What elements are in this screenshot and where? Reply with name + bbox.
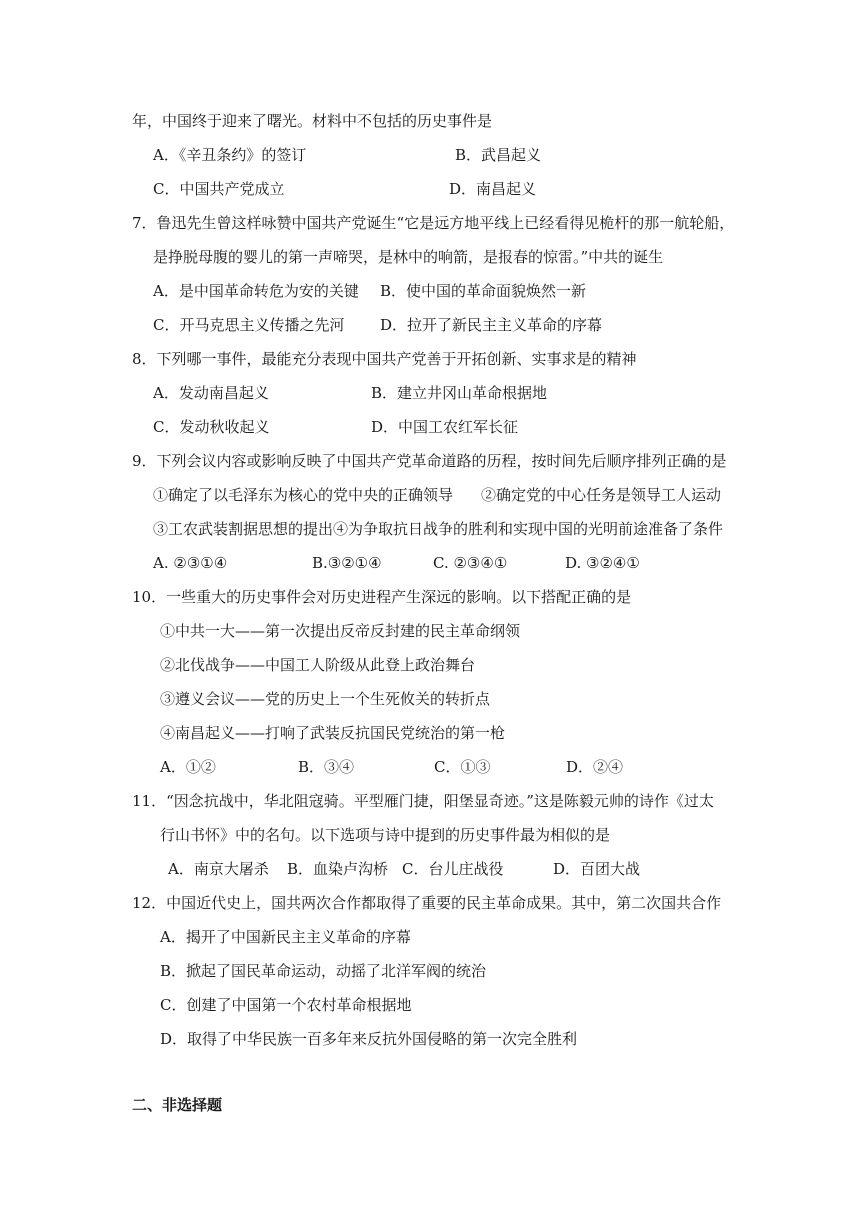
q6-stem-continued: 年，中国终于迎来了曙光。材料中不包括的历史事件是 — [132, 112, 493, 130]
q7-option-d: D．拉开了新民主主义革命的序幕 — [380, 316, 603, 334]
q10-option-d: D．②④ — [566, 758, 624, 776]
q9-option-a: A. ②③①④ — [153, 554, 228, 572]
q8-option-b: B．建立井冈山革命根据地 — [371, 384, 548, 402]
q7-option-a: A．是中国革命转危为安的关键 — [153, 282, 359, 300]
q8-stem: 8．下列哪一事件，最能充分表现中国共产党善于开拓创新、实事求是的精神 — [132, 350, 637, 368]
q10-stem: 10．一些重大的历史事件会对历史进程产生深远的影响。以下搭配正确的是 — [132, 588, 632, 606]
q10-item-3: ③遵义会议——党的历史上一个生死攸关的转折点 — [160, 690, 491, 708]
q12-option-d: D．取得了中华民族一百多年来反抗外国侵略的第一次完全胜利 — [160, 1030, 578, 1048]
q10-option-b: B．③④ — [298, 758, 355, 776]
q6-option-a: A．《辛丑条约》的签订 — [153, 146, 307, 164]
q10-item-2: ②北伐战争——中国工人阶级从此登上政治舞台 — [160, 656, 476, 674]
q10-option-a: A．①② — [160, 758, 216, 776]
q11-stem-line1: 11．“因念抗战中，华北阻寇骑。平型雁门捷，阳堡显奇迹。”这是陈毅元帅的诗作《过太 — [132, 792, 714, 810]
q10-item-1: ①中共一大——第一次提出反帝反封建的民主革命纲领 — [160, 622, 521, 640]
q9-items-3-4: ③工农武装割据思想的提出④为争取抗日战争的胜利和实现中国的光明前途准备了条件 — [153, 520, 724, 538]
q9-stem: 9．下列会议内容或影响反映了中国共产党革命道路的历程，按时间先后顺序排列正确的是 — [132, 452, 727, 470]
q7-option-c: C．开马克思主义传播之先河 — [153, 316, 345, 334]
q12-option-a: A．揭开了中国新民主主义革命的序幕 — [160, 928, 411, 946]
q7-stem-line2: 是挣脱母腹的婴儿的第一声啼哭，是林中的响箭，是报春的惊雷。”中共的诞生 — [153, 248, 664, 266]
q9-item-2: ②确定党的中心任务是领导工人运动 — [481, 486, 722, 504]
q11-stem-line2: 行山书怀》中的名句。以下选项与诗中提到的历史事件最为相似的是 — [160, 826, 611, 844]
q9-option-c: C. ②③④① — [433, 554, 508, 572]
q12-option-c: C．创建了中国第一个农村革命根据地 — [160, 996, 412, 1014]
q7-option-b: B．使中国的革命面貌焕然一新 — [380, 282, 587, 300]
q8-option-a: A．发动南昌起义 — [153, 384, 269, 402]
q12-option-b: B．掀起了国民革命运动，动摇了北洋军阀的统治 — [160, 962, 487, 980]
q8-option-c: C．发动秋收起义 — [153, 418, 270, 436]
section-heading-non-choice: 二、非选择题 — [132, 1096, 223, 1114]
q9-option-d: D. ③②④① — [565, 554, 640, 572]
q8-option-d: D．中国工农红军长征 — [371, 418, 519, 436]
q9-option-b: B.③②①④ — [312, 554, 382, 572]
q9-item-1: ①确定了以毛泽东为核心的党中央的正确领导 — [153, 486, 454, 504]
q12-stem: 12．中国近代史上，国共两次合作都取得了重要的民主革命成果。其中，第二次国共合作 — [132, 894, 722, 912]
q10-item-4: ④南昌起义——打响了武装反抗国民党统治的第一枪 — [160, 724, 506, 742]
q7-stem-line1: 7．鲁迅先生曾这样咏赞中国共产党诞生“它是远方地平线上已经看得见桅杆的那一航轮船， — [132, 214, 735, 232]
q11-option-d: D．百团大战 — [553, 860, 641, 878]
q6-option-c: C．中国共产党成立 — [153, 180, 285, 198]
q10-option-c: C．①③ — [434, 758, 491, 776]
q6-option-b: B．武昌起义 — [455, 146, 542, 164]
q11-option-a: A．南京大屠杀 — [168, 860, 269, 878]
q11-option-c: C．台儿庄战役 — [402, 860, 504, 878]
q6-option-d: D．南昌起义 — [449, 180, 537, 198]
q11-option-b: B．血染卢沟桥 — [287, 860, 389, 878]
